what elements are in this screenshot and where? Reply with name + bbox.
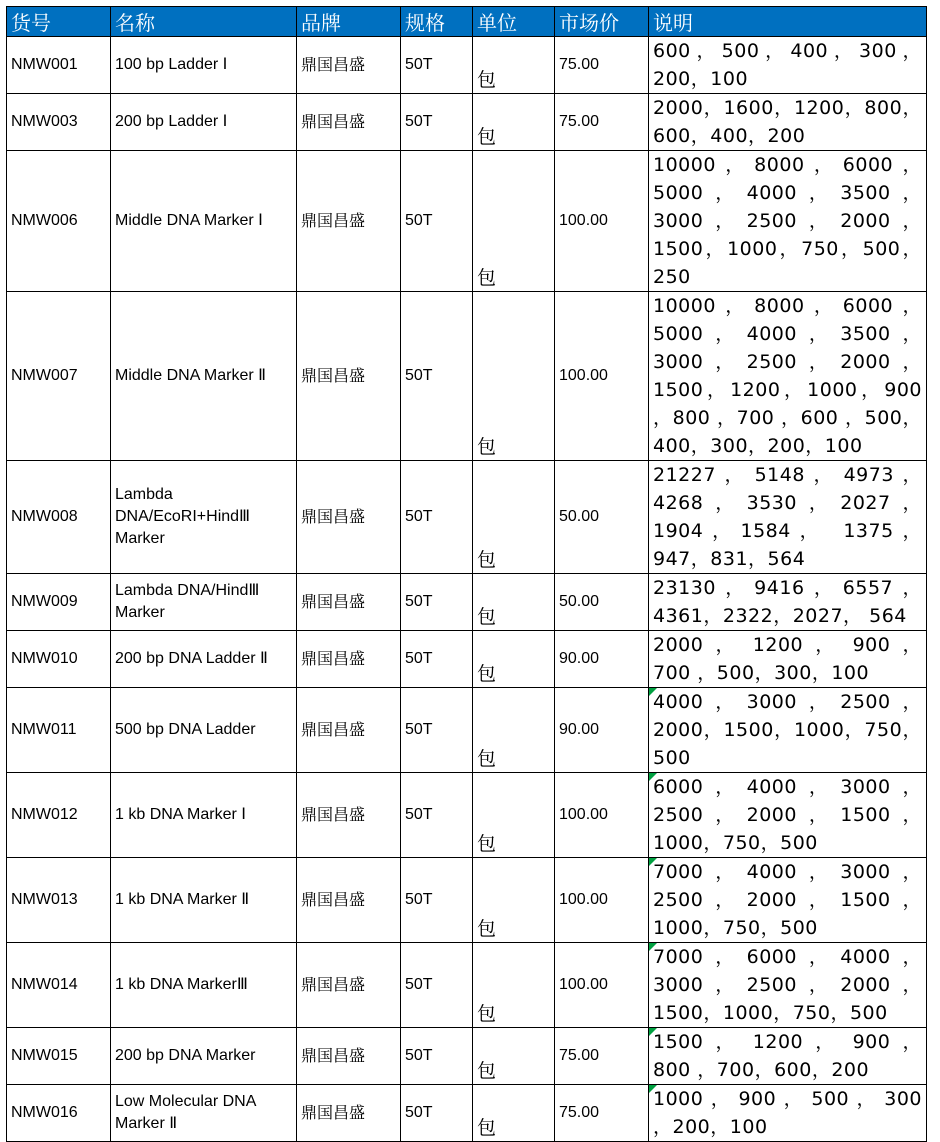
- cell-price[interactable]: 75.00: [555, 1085, 649, 1142]
- cell-unit[interactable]: 包: [473, 574, 555, 631]
- cell-brand[interactable]: 鼎国昌盛: [297, 1085, 401, 1142]
- cell-price[interactable]: 75.00: [555, 1028, 649, 1085]
- cell-brand[interactable]: 鼎国昌盛: [297, 292, 401, 461]
- cell-unit[interactable]: 包: [473, 37, 555, 94]
- header-note[interactable]: 说明: [649, 7, 927, 37]
- cell-note[interactable]: 7000，6000，4000，3000，2500，2000，1500，1000，750，500: [649, 943, 927, 1028]
- cell-code[interactable]: NMW013: [7, 858, 111, 943]
- cell-code[interactable]: NMW001: [7, 37, 111, 94]
- cell-spec[interactable]: 50T: [401, 631, 473, 688]
- header-spec[interactable]: 规格: [401, 7, 473, 37]
- cell-note[interactable]: 10000，8000，6000，5000，4000，3500，3000，2500，2000，1500，1000，750，500，250: [649, 151, 927, 292]
- cell-note[interactable]: 2000，1600，1200，800，600，400，200: [649, 94, 927, 151]
- cell-note[interactable]: 600，500，400，300，200，100: [649, 37, 927, 94]
- cell-name[interactable]: 1 kb DNA Marker Ⅰ: [111, 773, 297, 858]
- table-row: [7, 943, 927, 1028]
- cell-brand[interactable]: 鼎国昌盛: [297, 37, 401, 94]
- cell-brand[interactable]: 鼎国昌盛: [297, 631, 401, 688]
- cell-unit[interactable]: 包: [473, 631, 555, 688]
- cell-code[interactable]: NMW015: [7, 1028, 111, 1085]
- cell-unit[interactable]: 包: [473, 292, 555, 461]
- header-code[interactable]: 货号: [7, 7, 111, 37]
- cell-name[interactable]: Lambda DNA/EcoRI+HindⅢ Marker: [111, 461, 297, 574]
- header-row: [7, 7, 927, 37]
- cell-spec[interactable]: 50T: [401, 943, 473, 1028]
- cell-price[interactable]: 100.00: [555, 943, 649, 1028]
- table-row: [7, 151, 927, 292]
- table-row: [7, 94, 927, 151]
- table-row: [7, 858, 927, 943]
- cell-spec[interactable]: 50T: [401, 688, 473, 773]
- header-price[interactable]: 市场价: [555, 7, 649, 37]
- table-row: [7, 1028, 927, 1085]
- cell-price[interactable]: 100.00: [555, 151, 649, 292]
- cell-spec[interactable]: 50T: [401, 858, 473, 943]
- cell-price[interactable]: 100.00: [555, 858, 649, 943]
- cell-brand[interactable]: 鼎国昌盛: [297, 1028, 401, 1085]
- cell-price[interactable]: 50.00: [555, 461, 649, 574]
- cell-name[interactable]: 500 bp DNA Ladder: [111, 688, 297, 773]
- cell-brand[interactable]: 鼎国昌盛: [297, 688, 401, 773]
- cell-name[interactable]: Lambda DNA/HindⅢ Marker: [111, 574, 297, 631]
- cell-brand[interactable]: 鼎国昌盛: [297, 574, 401, 631]
- cell-spec[interactable]: 50T: [401, 94, 473, 151]
- cell-unit[interactable]: 包: [473, 94, 555, 151]
- cell-name[interactable]: 200 bp DNA Ladder Ⅱ: [111, 631, 297, 688]
- table-row: [7, 461, 927, 574]
- table-row: [7, 292, 927, 461]
- cell-spec[interactable]: 50T: [401, 37, 473, 94]
- cell-code[interactable]: NMW012: [7, 773, 111, 858]
- cell-code[interactable]: NMW011: [7, 688, 111, 773]
- cell-note[interactable]: 2000 ， 1200 ， 900 ， 700 ，500，300，100: [649, 631, 927, 688]
- cell-spec[interactable]: 50T: [401, 574, 473, 631]
- cell-code[interactable]: NMW009: [7, 574, 111, 631]
- cell-unit[interactable]: 包: [473, 858, 555, 943]
- cell-unit[interactable]: 包: [473, 151, 555, 292]
- cell-name[interactable]: Middle DNA Marker Ⅱ: [111, 292, 297, 461]
- table-row: [7, 631, 927, 688]
- cell-brand[interactable]: 鼎国昌盛: [297, 151, 401, 292]
- cell-price[interactable]: 100.00: [555, 773, 649, 858]
- cell-note[interactable]: 1500 ， 1200 ， 900 ， 800 ，700，600，200: [649, 1028, 927, 1085]
- cell-note[interactable]: 6000，4000，3000，2500，2000，1500，1000，750，500: [649, 773, 927, 858]
- cell-unit[interactable]: 包: [473, 773, 555, 858]
- cell-unit[interactable]: 包: [473, 1085, 555, 1142]
- cell-spec[interactable]: 50T: [401, 292, 473, 461]
- cell-brand[interactable]: 鼎国昌盛: [297, 94, 401, 151]
- cell-unit[interactable]: 包: [473, 943, 555, 1028]
- table-row: [7, 773, 927, 858]
- cell-name[interactable]: Low Molecular DNA Marker Ⅱ: [111, 1085, 297, 1142]
- cell-note[interactable]: 1000 ， 900 ， 500 ， 300 ，200，100: [649, 1085, 927, 1142]
- cell-spec[interactable]: 50T: [401, 151, 473, 292]
- cell-brand[interactable]: 鼎国昌盛: [297, 858, 401, 943]
- header-name[interactable]: 名称: [111, 7, 297, 37]
- cell-code[interactable]: NMW007: [7, 292, 111, 461]
- cell-unit[interactable]: 包: [473, 1028, 555, 1085]
- cell-unit[interactable]: 包: [473, 461, 555, 574]
- cell-code[interactable]: NMW003: [7, 94, 111, 151]
- cell-name[interactable]: 200 bp Ladder Ⅰ: [111, 94, 297, 151]
- cell-brand[interactable]: 鼎国昌盛: [297, 773, 401, 858]
- cell-note[interactable]: 21227 ， 5148 ， 4973 ，4268，3530，2027， 1904，1584， 1375， 947，831，564: [649, 461, 927, 574]
- cell-note[interactable]: 10000，8000，6000，5000，4000，3500，3000，2500，2000，1500，1200，1000，900 ，800 ，700 ，600 ，500，400，300，200，100: [649, 292, 927, 461]
- cell-spec[interactable]: 50T: [401, 1028, 473, 1085]
- cell-brand[interactable]: 鼎国昌盛: [297, 943, 401, 1028]
- cell-unit[interactable]: 包: [473, 688, 555, 773]
- cell-code[interactable]: NMW014: [7, 943, 111, 1028]
- cell-price[interactable]: 75.00: [555, 94, 649, 151]
- cell-note[interactable]: 4000，3000，2500，2000，1500，1000，750，500: [649, 688, 927, 773]
- product-table: [6, 6, 927, 1142]
- table-row: [7, 688, 927, 773]
- cell-code[interactable]: NMW008: [7, 461, 111, 574]
- cell-name[interactable]: Middle DNA Marker Ⅰ: [111, 151, 297, 292]
- cell-spec[interactable]: 50T: [401, 461, 473, 574]
- table-row: [7, 37, 927, 94]
- cell-price[interactable]: 100.00: [555, 292, 649, 461]
- table-row: [7, 574, 927, 631]
- header-unit[interactable]: 单位: [473, 7, 555, 37]
- cell-spec[interactable]: 50T: [401, 1085, 473, 1142]
- cell-note[interactable]: 7000，4000，3000，2500，2000，1500，1000，750，500: [649, 858, 927, 943]
- table-row: [7, 1085, 927, 1142]
- cell-price[interactable]: 50.00: [555, 574, 649, 631]
- cell-name[interactable]: 200 bp DNA Marker: [111, 1028, 297, 1085]
- cell-note[interactable]: 23130，9416，6557，4361，2322，2027， 564: [649, 574, 927, 631]
- cell-name[interactable]: 100 bp Ladder Ⅰ: [111, 37, 297, 94]
- cell-code[interactable]: NMW010: [7, 631, 111, 688]
- cell-price[interactable]: 90.00: [555, 631, 649, 688]
- cell-code[interactable]: NMW006: [7, 151, 111, 292]
- cell-spec[interactable]: 50T: [401, 773, 473, 858]
- cell-code[interactable]: NMW016: [7, 1085, 111, 1142]
- cell-price[interactable]: 75.00: [555, 37, 649, 94]
- cell-price[interactable]: 90.00: [555, 688, 649, 773]
- cell-brand[interactable]: 鼎国昌盛: [297, 461, 401, 574]
- cell-name[interactable]: 1 kb DNA MarkerⅢ: [111, 943, 297, 1028]
- cell-name[interactable]: 1 kb DNA Marker Ⅱ: [111, 858, 297, 943]
- header-brand[interactable]: 品牌: [297, 7, 401, 37]
